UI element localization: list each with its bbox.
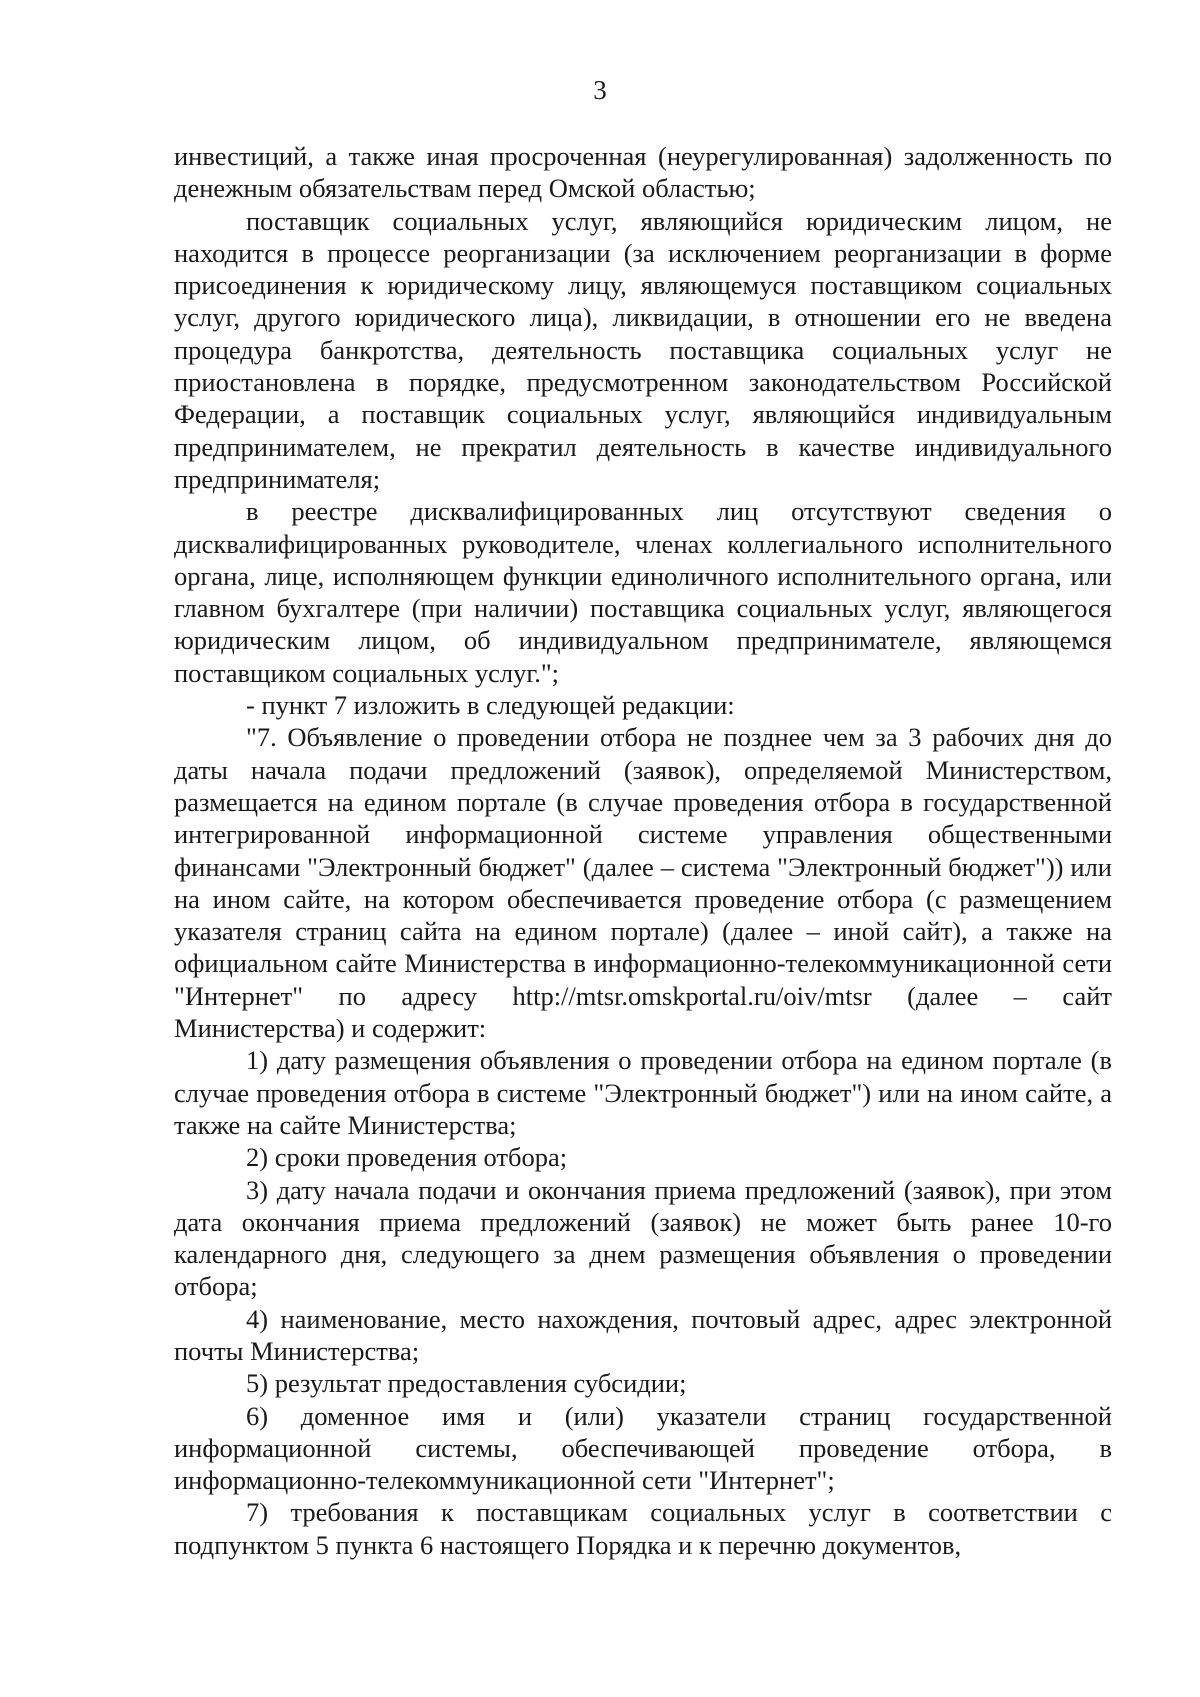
list-item-4-ministry-address: 4) наименование, место нахождения, почтовый адрес, адрес электронной почты Министерства; (174, 1303, 1112, 1366)
list-item-7-provider-requirements: 7) требования к поставщикам социальных услуг в соответствии с подпунктом 5 пункта 6 настоящего Порядка и к перечню документов, (174, 1497, 1112, 1560)
list-item-2-selection-terms: 2) сроки проведения отбора; (246, 1142, 568, 1173)
list-item-3-application-dates: 3) дату начала подачи и окончания приема предложений (заявок), при этом дата окончания приема предложений (заявок) не может быть ранее 10-го календарного дня, следующего за днем размещения объявления о проведении отбора; (174, 1174, 1112, 1302)
paragraph-disqualified-registry: в реестре дисквалифицированных лиц отсутствуют сведения о дисквалифицированных руководителе, членах коллегиального исполнительного органа, лице, исполняющем функции единоличного исполнительного органа, или главном бухгалтере (при наличии) поставщика социальных услуг, являющегося юридическим лицом, об индивидуальном предпринимателе, являющемся поставщиком социальных услуг."; (174, 496, 1112, 688)
paragraph-investments-debt: инвестиций, а также иная просроченная (неурегулированная) задолженность по денежным обязательствам перед Омской областью; (174, 141, 1112, 204)
list-item-6-domain-name: 6) доменное имя и (или) указатели страниц государственной информационной системы, обеспечивающей проведение отбора, в информационно-телекоммуникационной сети "Интернет"; (174, 1400, 1112, 1496)
page-number: 3 (593, 75, 607, 105)
document-body (174, 140, 1112, 1561)
list-item-5-subsidy-result: 5) результат предоставления субсидии; (246, 1368, 687, 1399)
paragraph-amend-point-7: - пункт 7 изложить в следующей редакции: (246, 690, 735, 721)
paragraph-legal-entity-status: поставщик социальных услуг, являющийся юридическим лицом, не находится в процессе реорганизации (за исключением реорганизации в форме присоединения к юридическому лицу, являющемуся поставщиком социальных услуг, другого юридического лица), ликвидации, в отношении его не введена процедура банкротства, деятельность поставщика социальных услуг не приостановлена в порядке, предусмотренном законодательством Российской Федерации, а поставщик социальных услуг, являющийся индивидуальным предпринимателем, не прекратил деятельность в качестве индивидуального предпринимателя; (174, 205, 1112, 494)
list-item-1-announcement-date: 1) дату размещения объявления о проведении отбора на едином портале (в случае проведения отбора в системе "Электронный бюджет") или на ином сайте, а также на сайте Министерства; (174, 1045, 1112, 1140)
paragraph-point-7-announcement: "7. Объявление о проведении отбора не позднее чем за 3 рабочих дня до даты начала подачи предложений (заявок), определяемой Министерством, размещается на едином портале (в случае проведения отбора в государственной интегрированной информационной системе управления общественными финансами "Электронный бюджет" (далее – система "Электронный бюджет")) или на ином сайте, на котором обеспечивается проведение отбора (с размещением указателя страниц сайта на едином портале) (далее – иной сайт), а также на официальном сайте Министерства в информационно-телекоммуникационной сети "Интернет" по адресу http://mtsr.omskportal.ru/oiv/mtsr (далее – сайт Министерства) и содержит: (174, 722, 1112, 1044)
